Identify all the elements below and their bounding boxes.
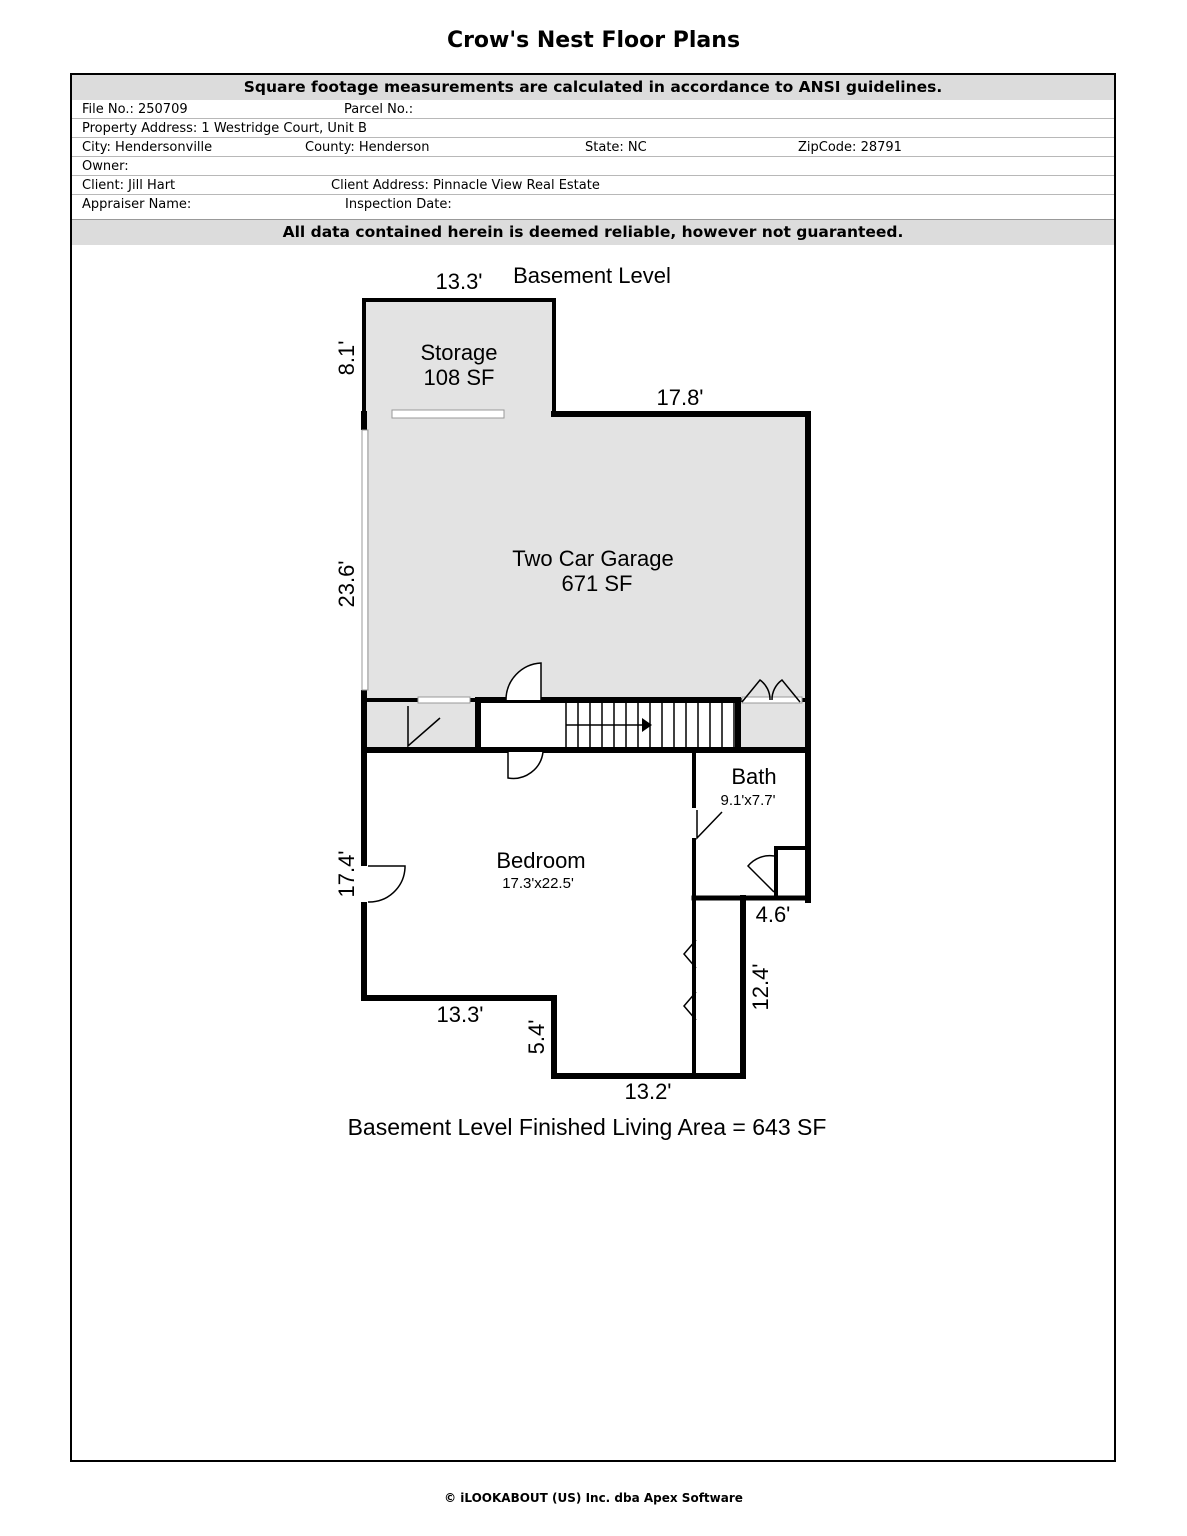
state: State: NC xyxy=(585,140,647,155)
garage-name: Two Car Garage xyxy=(512,546,674,571)
dim-bottom: 13.2' xyxy=(624,1079,672,1104)
owner: Owner: xyxy=(82,159,129,174)
client: Client: Jill Hart xyxy=(82,178,176,193)
dim-storage-top: 13.3' xyxy=(435,269,483,294)
dim-right-side: 12.4' xyxy=(748,963,773,1011)
bedroom-size: 17.3'x22.5' xyxy=(502,875,574,892)
property-address: Property Address: 1 Westridge Court, Unit B xyxy=(82,121,367,136)
level-title: Basement Level xyxy=(513,263,671,288)
storage-opening xyxy=(392,410,504,418)
storage-area: 108 SF xyxy=(423,365,495,390)
disclaimer-banner: All data contained herein is deemed reliable, however not guaranteed. xyxy=(72,219,1114,245)
dim-bath-bottom: 4.6' xyxy=(755,902,791,927)
finished-area-summary: Basement Level Finished Living Area = 643 SF xyxy=(347,1114,827,1140)
dim-bedroom-bottom: 13.3' xyxy=(436,1002,484,1027)
stair-bottom-door-icon xyxy=(508,752,543,778)
city: City: Hendersonville xyxy=(82,140,213,155)
dim-garage-top: 17.8' xyxy=(656,385,704,410)
closet-door-bath-icon xyxy=(748,856,774,892)
bath-size: 9.1'x7.7' xyxy=(720,792,776,809)
page-title: Crow's Nest Floor Plans xyxy=(446,28,741,53)
client-address: Client Address: Pinnacle View Real Estate xyxy=(331,178,600,193)
inspection-date: Inspection Date: xyxy=(345,197,452,212)
zipcode: ZipCode: 28791 xyxy=(798,140,902,155)
dim-step-side: 5.4' xyxy=(524,1019,549,1055)
county: County: Henderson xyxy=(305,140,430,155)
bedroom-door-opening xyxy=(361,866,367,902)
copyright: © iLOOKABOUT (US) Inc. dba Apex Software xyxy=(444,1491,743,1505)
ansi-banner: Square footage measurements are calculated in accordance to ANSI guidelines. xyxy=(72,75,1114,100)
bath-name: Bath xyxy=(731,764,777,789)
bath-door-icon xyxy=(697,810,722,838)
garage-area: 671 SF xyxy=(561,571,633,596)
parcel-number: Parcel No.: xyxy=(344,102,414,117)
closet-fill xyxy=(366,700,476,750)
bedroom-name: Bedroom xyxy=(496,848,586,873)
bath-closet-nook xyxy=(776,848,808,898)
dim-garage-side: 23.6' xyxy=(334,560,359,608)
closet-opening xyxy=(418,697,470,703)
garage-nook-fill xyxy=(738,700,807,750)
file-number: File No.: 250709 xyxy=(82,102,188,117)
dim-storage-side: 8.1' xyxy=(334,340,359,376)
appraiser-name: Appraiser Name: xyxy=(82,197,192,212)
bath-door-opening xyxy=(691,808,697,838)
storage-name: Storage xyxy=(420,340,498,365)
bedroom-door-icon xyxy=(368,866,405,902)
dim-bedroom-side: 17.4' xyxy=(334,850,359,898)
